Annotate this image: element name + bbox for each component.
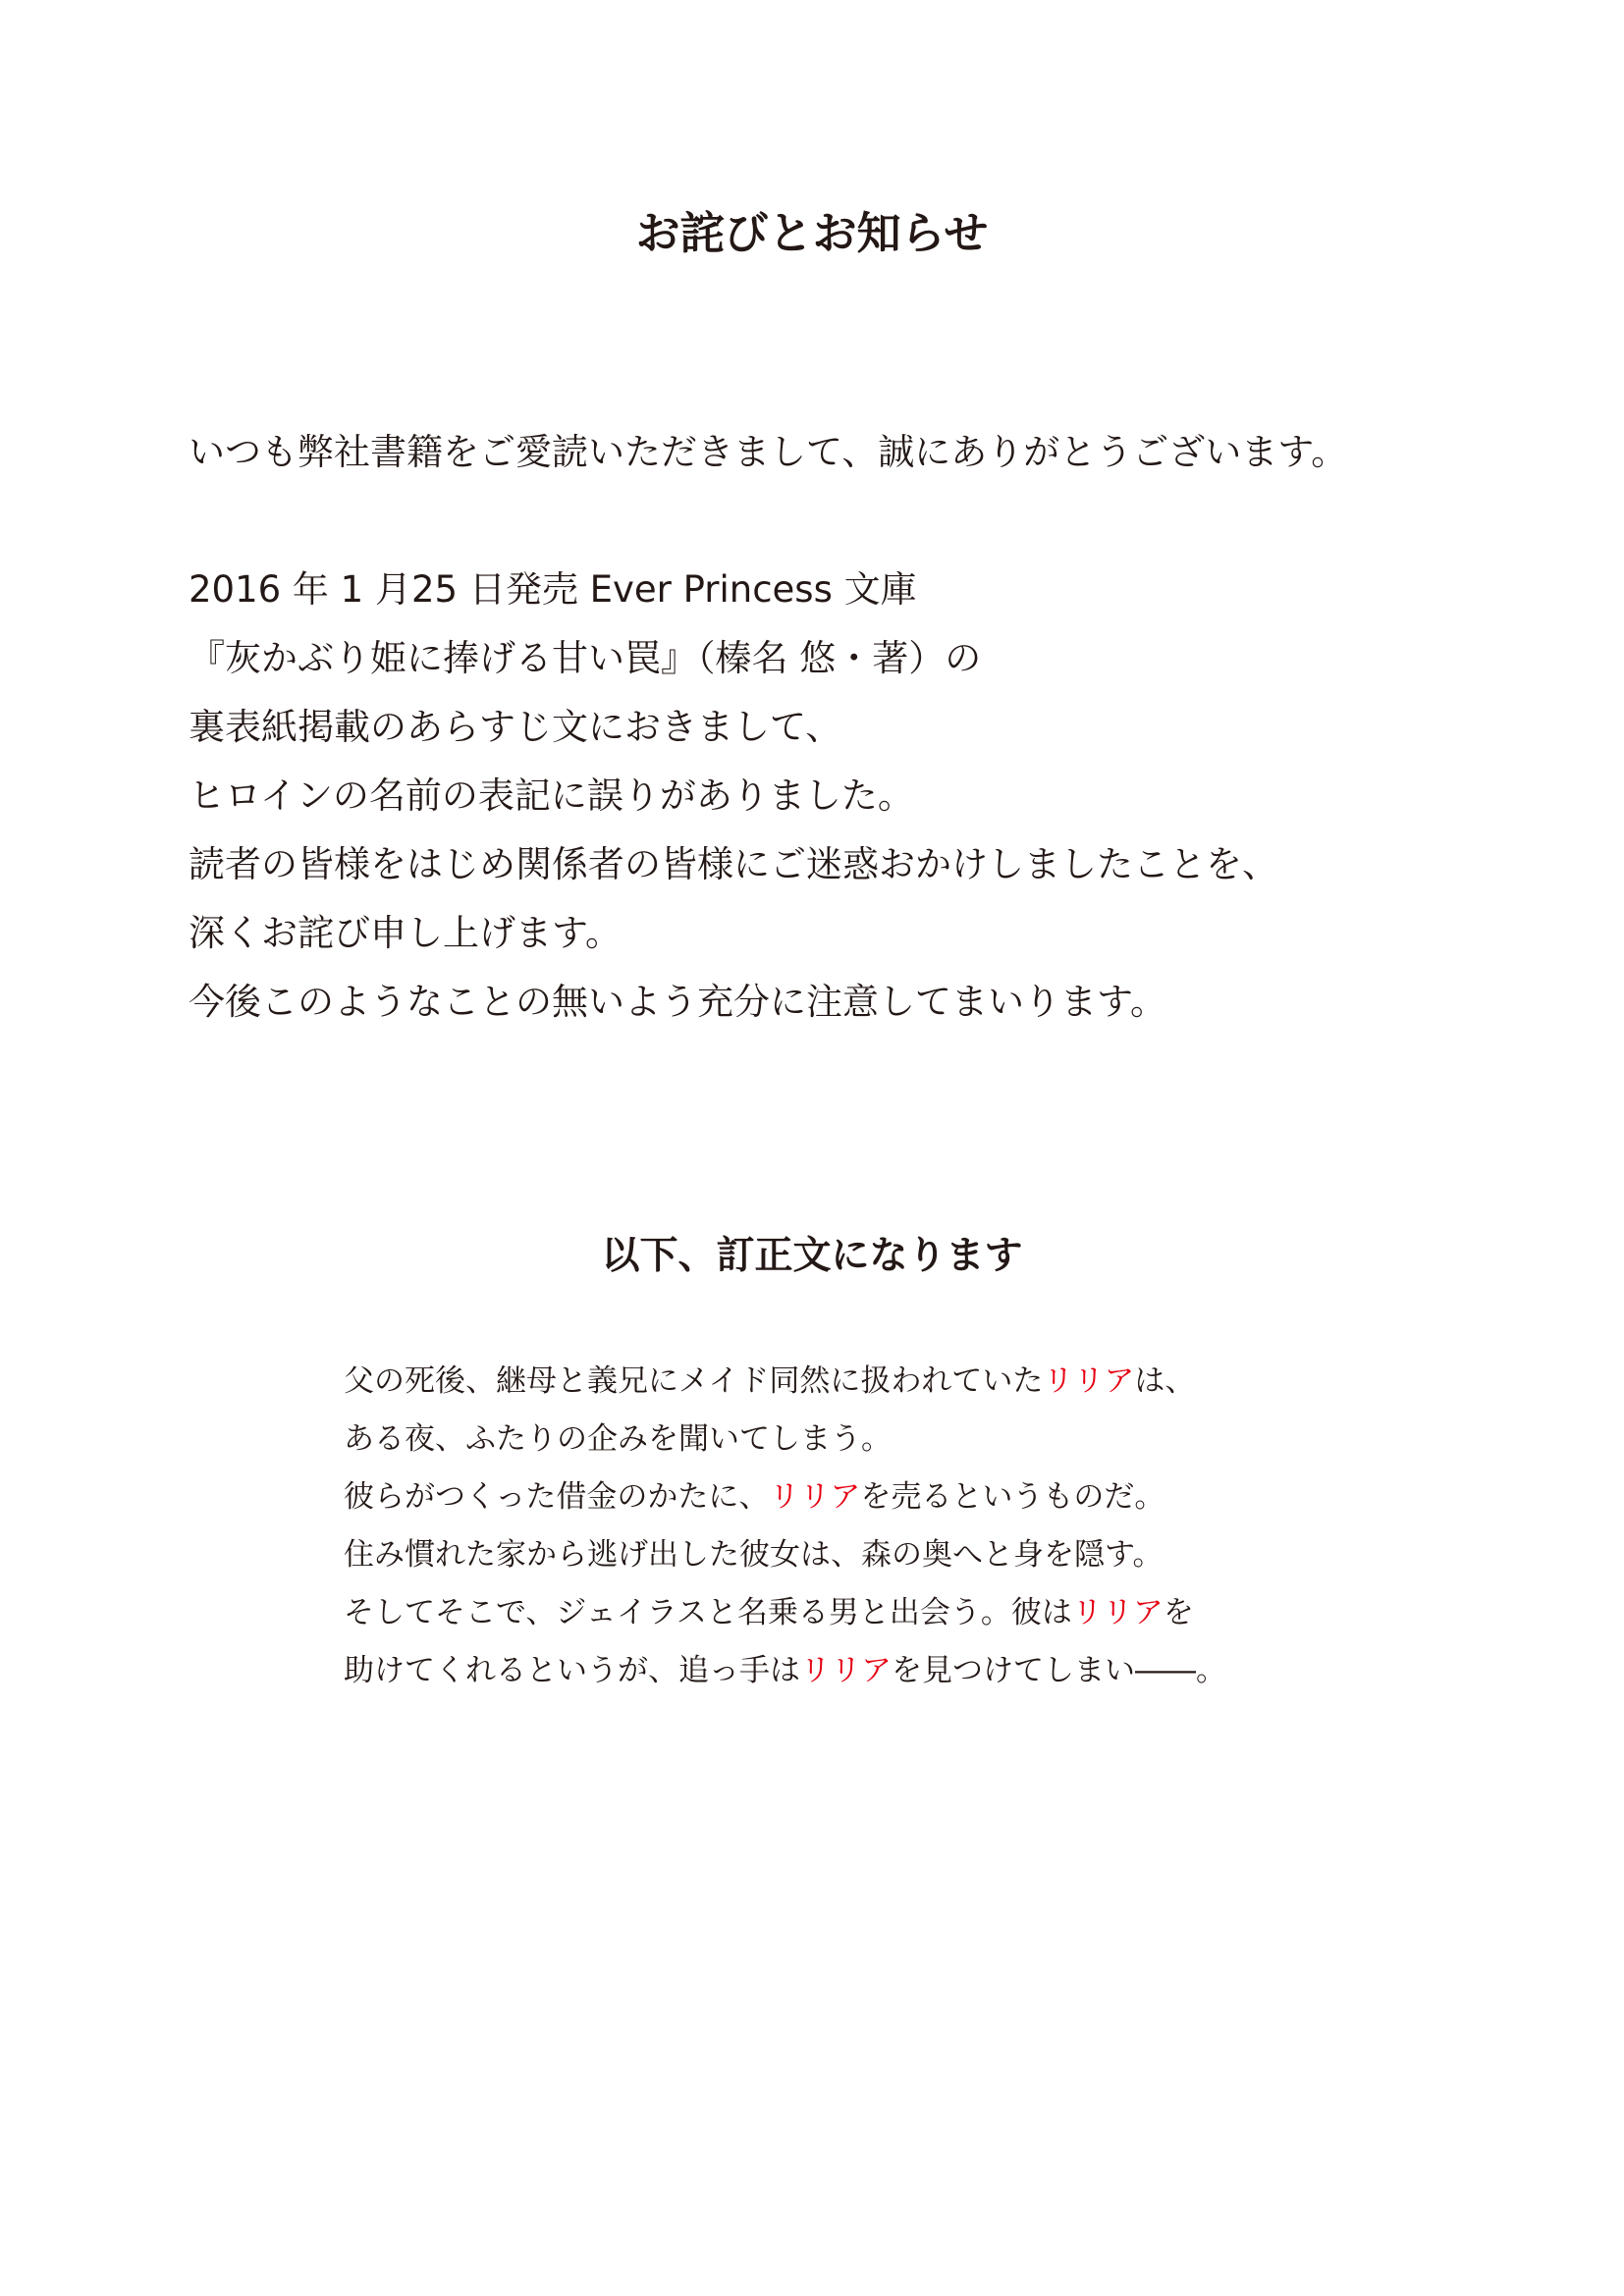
heroine-name-highlight: リリア — [1071, 1595, 1164, 1630]
body-line-book-title: 『灰かぶり姫に捧げる甘い罠』（榛名 悠・著）の — [189, 637, 982, 679]
correction-line — [344, 1642, 1375, 1700]
heroine-name-highlight: リリア — [769, 1479, 861, 1515]
body-line-error: ヒロインの名前の表記に誤りがありました。 — [189, 774, 914, 817]
correction-text-segment: を売るというものだ。 — [860, 1479, 1165, 1515]
body-line-inconvenience: 読者の皆様をはじめ関係者の皆様にご迷惑おかけしましたことを、 — [189, 843, 1278, 885]
body-line-future: 今後このようなことの無いよう充分に注意してまいります。 — [189, 981, 1167, 1023]
correction-text-segment: 彼らがつくった借金のかたに、 — [344, 1479, 770, 1515]
correction-line — [344, 1526, 1375, 1584]
body-line-release-info: 2016 年 1 月25 日発売 Ever Princess 文庫 — [189, 568, 917, 611]
correction-text-segment: を見つけてしまい――。 — [892, 1653, 1226, 1688]
page-title: お詫びとお知らせ — [635, 207, 989, 259]
correction-line — [344, 1353, 1375, 1411]
heroine-name-highlight: リリア — [800, 1653, 892, 1688]
correction-text-segment: 住み慣れた家から逃げ出した彼女は、森の奥へと身を隠す。 — [344, 1537, 1164, 1573]
correction-text-segment: は、 — [1134, 1363, 1196, 1399]
correction-text — [344, 1353, 1375, 1700]
body-line-back-cover: 裏表紙掲載のあらすじ文におきまして、 — [189, 706, 842, 748]
correction-text-segment: 父の死後、継母と義兄にメイド同然に扱われていた — [344, 1363, 1044, 1399]
heroine-name-highlight: リリア — [1043, 1363, 1135, 1399]
correction-text-segment: そしてそこで、ジェイラスと名乗る男と出会う。彼は — [344, 1595, 1072, 1630]
correction-line — [344, 1468, 1375, 1526]
correction-text-segment: ある夜、ふたりの企みを聞いてしまう。 — [344, 1421, 892, 1457]
correction-text-segment: を — [1163, 1595, 1194, 1630]
notice-body — [189, 418, 1465, 1037]
body-line-apology: 深くお詫び申し上げます。 — [189, 912, 623, 954]
greeting-text: いつも弊社書籍をご愛読いただきまして、誠にありがとうございます。 — [189, 431, 1348, 473]
correction-text-segment: 助けてくれるというが、追っ手は — [344, 1653, 800, 1688]
correction-heading: 以下、訂正文になります — [601, 1234, 1023, 1278]
correction-line — [344, 1411, 1375, 1468]
correction-line — [344, 1584, 1375, 1642]
